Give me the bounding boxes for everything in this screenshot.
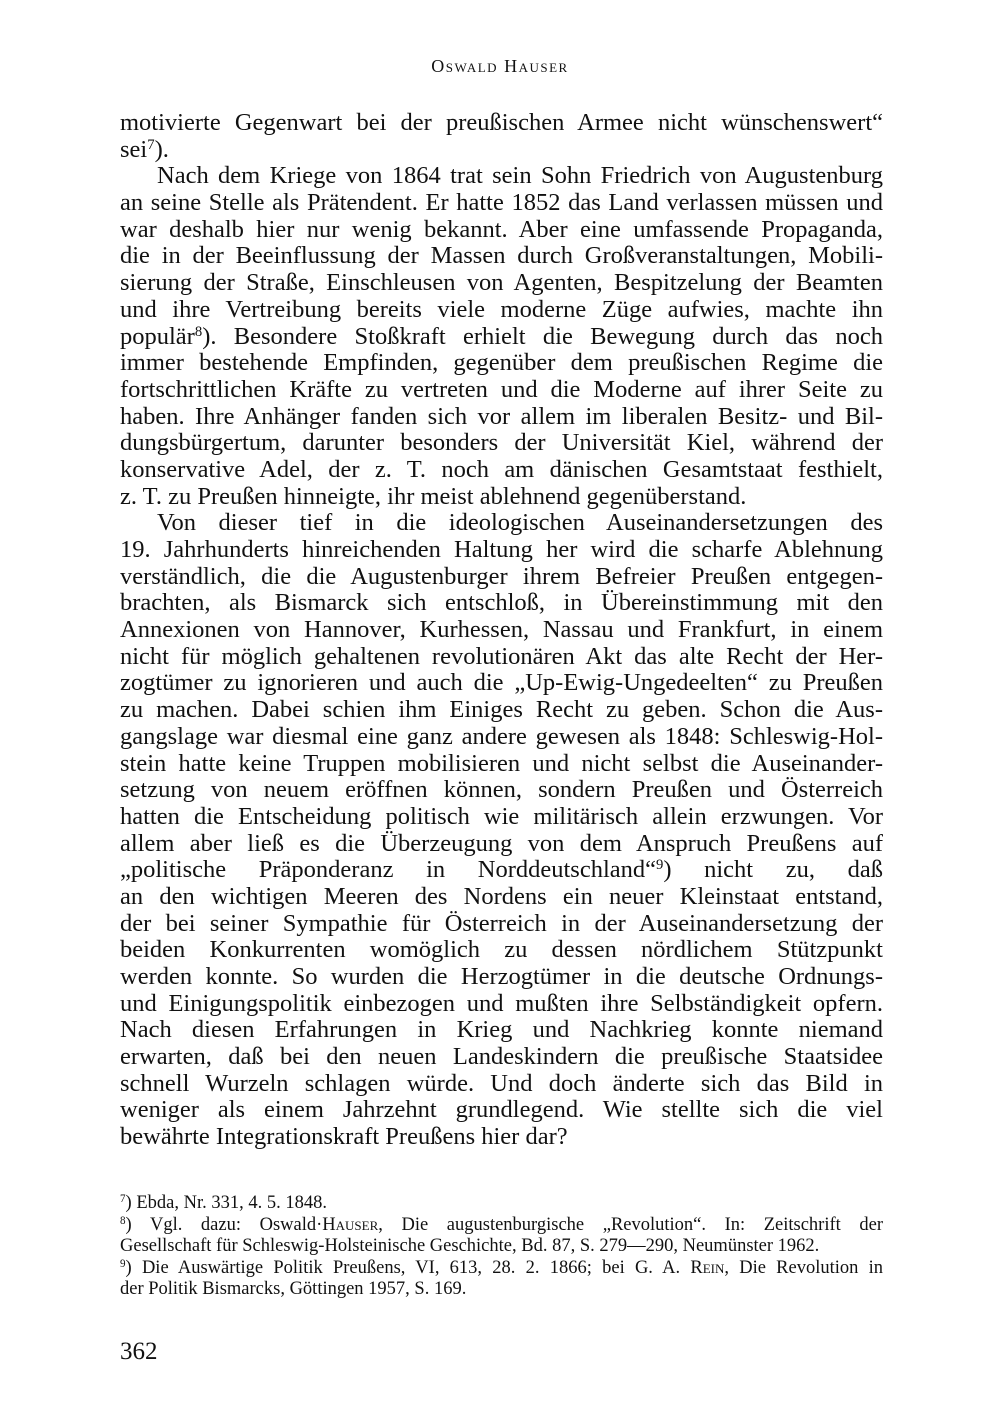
- footnotes: [120, 1193, 883, 1301]
- footnote-9: $^9$) Die Auswärtige Politik Preußens, VI, 613, 28. 2. 1866; bei G. A. Rein, Die Revolution in: [120, 1257, 883, 1278]
- text-line: dungsbürgertum, darunter besonders der Universität Kiel, während der: [120, 430, 883, 457]
- text-line: sierung der Straße, Einschleusen von Agenten, Bespitzelung der Beamten: [120, 270, 883, 297]
- text-line: bewährte Integrationskraft Preußens hier dar?: [120, 1123, 568, 1151]
- text-line: zu machen. Dabei schien ihm Einiges Recht zu geben. Schon die Aus-: [120, 697, 883, 724]
- text-line: erwarten, daß bei den neuen Landeskindern die preußische Staatsidee: [120, 1044, 883, 1071]
- text-line: stein hatte keine Truppen mobilisieren und nicht selbst die Auseinander-: [120, 750, 883, 777]
- text-line: populär$^8$). Besondere Stoßkraft erhielt die Bewegung durch das noch: [120, 323, 883, 350]
- page-number: 362: [120, 1338, 158, 1365]
- text-line: nicht für möglich gehaltenen revolutionären Akt das alte Recht der Her-: [120, 643, 883, 670]
- text-line: setzung von neuem eröffnen können, sondern Preußen und Österreich: [120, 777, 883, 804]
- text-line: war deshalb hier nur wenig bekannt. Aber eine umfassende Propaganda,: [120, 216, 883, 243]
- text-line: haben. Ihre Anhänger fanden sich vor allem im liberalen Besitz- und Bil-: [120, 403, 883, 430]
- footnote-ref[interactable]: 7: [147, 136, 155, 153]
- text-line: 19. Jahrhunderts hinreichenden Haltung her wird die scharfe Ablehnung: [120, 537, 883, 564]
- text-line: werden konnte. So wurden die Herzogtümer in die deutsche Ordnungs-: [120, 964, 883, 991]
- text-line: zogtümer zu ignorieren und auch die „Up-Ewig-Ungedeelten“ zu Preußen: [120, 670, 883, 697]
- text-line: weniger als einem Jahrzehnt grundlegend. Wie stellte sich die viel: [120, 1097, 883, 1124]
- text-line: immer bestehende Empfinden, gegenüber dem preußischen Regime die: [120, 350, 883, 377]
- footnote-8-cont: Gesellschaft für Schleswig-Holsteinische Geschichte, Bd. 87, S. 279—290, Neumünster 1962.: [120, 1236, 820, 1256]
- text-line: verständlich, die die Augustenburger ihrem Befreier Preußen entgegen-: [120, 563, 883, 590]
- text-line: konservative Adel, der z. T. noch am dänischen Gesamtstaat festhielt,: [120, 456, 883, 483]
- text-line: und ihre Vertreibung bereits viele moderne Züge aufwies, machte ihn: [120, 296, 883, 323]
- text-line: allem aber ließ es die Überzeugung von dem Anspruch Preußens auf: [120, 830, 883, 857]
- text-line: an den wichtigen Meeren des Nordens ein neuer Kleinstaat entstand,: [120, 883, 883, 910]
- footnote-ref[interactable]: 9: [656, 857, 664, 874]
- footnote-ref[interactable]: 8: [194, 323, 203, 340]
- text-line: gangslage war diesmal eine ganz andere gewesen als 1848: Schleswig-Hol-: [120, 723, 883, 750]
- text-line: motivierte Gegenwart bei der preußischen Armee nicht wünschenswert“: [120, 110, 883, 136]
- text-line: beiden Konkurrenten womöglich zu dessen nördlichem Stützpunkt: [120, 937, 883, 964]
- text-line: die in der Beeinflussung der Massen durch Großveranstaltungen, Mobili-: [120, 243, 883, 270]
- text-line: schnell Wurzeln schlagen würde. Und doch änderte sich das Bild in: [120, 1070, 883, 1097]
- text-line: Nach dem Kriege von 1864 trat sein Sohn Friedrich von Augustenburg: [157, 163, 883, 190]
- text-line: und Einigungspolitik einbezogen und mußten ihre Selbständigkeit opfern.: [120, 990, 883, 1017]
- text-line: Von dieser tief in die ideologischen Auseinandersetzungen des: [157, 510, 883, 537]
- text-line: „politische Präponderanz in Norddeutschland“$^9$) nicht zu, daß: [120, 857, 883, 884]
- text-line: an seine Stelle als Prätendent. Er hatte 1852 das Land verlassen müssen und: [120, 190, 883, 217]
- text-line: Annexionen von Hannover, Kurhessen, Nassau und Frankfurt, in einem: [120, 617, 883, 644]
- text-line: hatten die Entscheidung politisch wie militärisch allein erzwungen. Vor: [120, 803, 883, 830]
- text-line: sei$^7$).: [120, 135, 169, 163]
- footnote-7: $^7$) Ebda, Nr. 331, 4. 5. 1848.: [120, 1192, 327, 1213]
- footnote-9-cont: der Politik Bismarcks, Göttingen 1957, S. 169.: [120, 1279, 467, 1299]
- text-line: fortschrittlichen Kräfte zu vertreten und die Moderne auf ihrer Seite zu: [120, 376, 883, 403]
- main-text: [120, 110, 883, 1151]
- footnote-8: $^8$) Vgl. dazu: Oswald·Hauser, Die augustenburgische „Revolution“. In: Zeitschrift der: [120, 1214, 883, 1235]
- text-line: der bei seiner Sympathie für Österreich in der Auseinandersetzung der: [120, 910, 883, 937]
- text-line: z. T. zu Preußen hinneigte, ihr meist ablehnend gegenüberstand.: [120, 482, 747, 510]
- running-header: Oswald Hauser: [431, 56, 569, 76]
- text-line: brachten, als Bismarck sich entschloß, in Übereinstimmung mit den: [120, 590, 883, 617]
- text-line: Nach diesen Erfahrungen in Krieg und Nachkrieg konnte niemand: [120, 1017, 883, 1044]
